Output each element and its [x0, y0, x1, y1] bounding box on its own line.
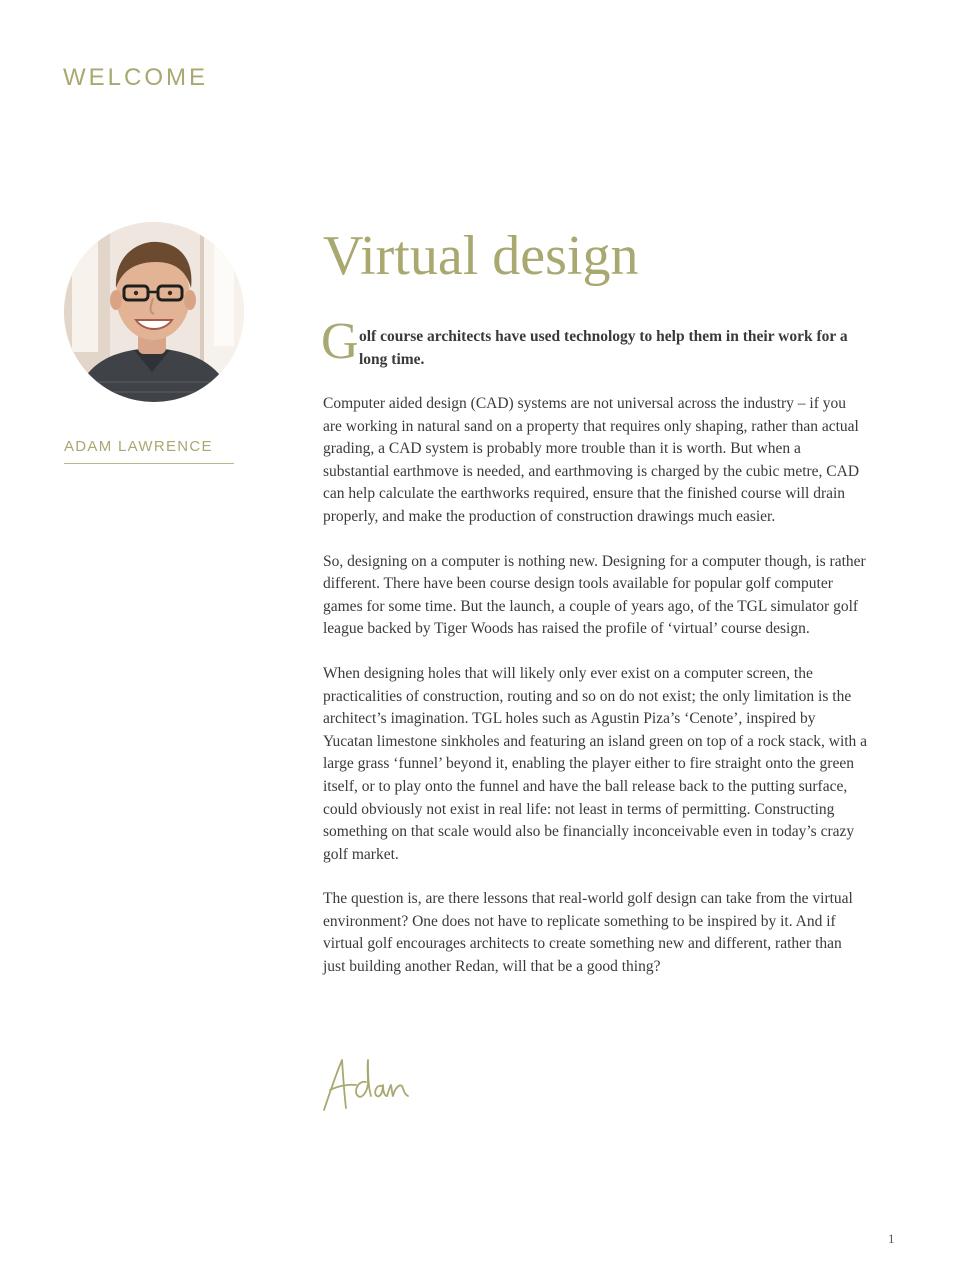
lead-text: olf course architects have used technology to help them in their work for a long time. — [359, 328, 848, 368]
author-photo-image — [64, 222, 244, 402]
section-label: WELCOME — [63, 64, 209, 91]
body-paragraph: When designing holes that will likely only ever exist on a computer screen, the practicalities of construction, routing and so on do not exist; the only limitation is the architect’s imagination. TGL holes such as Agustin Piza’s ‘Cenote’, inspired by Yucatan limestone sinkholes and featuring an island green on top of a rock stack, with a large grass ‘funnel’ beyond it, enabling the player either to fire straight onto the green itself, or to play onto the funnel and have the ball release back to the putting surface, could obviously not exist in real life: not least in terms of permitting. Constructing something on that scale would also be financially inconceivable even in today’s crazy golf market. — [323, 664, 868, 863]
drop-cap: G — [321, 313, 359, 370]
body-paragraph: Computer aided design (CAD) systems are not universal across the industry – if you are working in natural sand on a property that requires only shaping, rather than actual grading, a CAD system is probably more trouble than it is worth. But when a substantial earthmove is needed, and earthmoving is charged by the cubic metre, CAD can help calculate the earthworks required, ensure that the finished course will drain properly, and make the production of construction drawings much easier. — [323, 395, 860, 525]
author-portrait — [64, 222, 244, 402]
article-title: Virtual design — [323, 225, 639, 287]
article-lead — [321, 313, 868, 371]
body-paragraph: So, designing on a computer is nothing new. Designing for a computer though, is rather different. There have been course design tools available for popular golf computer games for some time. But the launch, a couple of years ago, of the TGL simulator golf league backed by Tiger Woods has raised the profile of ‘virtual’ course design. — [323, 552, 866, 638]
article — [323, 222, 868, 979]
author-name: ADAM LAWRENCE — [64, 438, 234, 464]
handwritten-signature — [320, 1052, 420, 1121]
page-number: 1 — [888, 1231, 895, 1246]
body-paragraph: The question is, are there lessons that real-world golf design can take from the virtual environment? One does not have to replicate something to be inspired by it. And if virtual golf encourages architects to create something new and different, rather than just building another Redan, will that be a good thing? — [323, 890, 853, 976]
